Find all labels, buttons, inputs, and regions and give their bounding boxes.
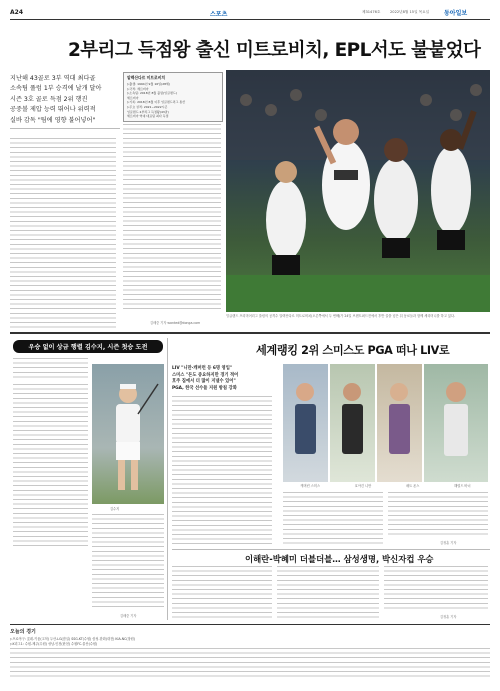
- liv-caption: 호아킨 니만: [354, 484, 372, 488]
- schedule-line: ▷K리그1: 수원-제주(수원) 성남-인천(탄천) 수원FC-울산(수원): [10, 641, 98, 646]
- infobox-line: ▷기록: 2018년 8월 이후 잉글랜드리그 통산: [127, 100, 186, 105]
- top-photo-caption: 잉글랜드 프리미어리그 풀럼의 공격수 알렉산다르 미트로비치(오른쪽에서 두 번째)가 24일 브렌트퍼드전에서 후반 골을 넣은 뒤 동료들과 함께 세리머니를 하고 있다.: [226, 314, 456, 318]
- schedule-line: ▷프로야구: 롯데-키움(고척) 두산-LG(잠실) SSG-KT(수원) 삼성-한화(대전) KIA-NC(창원): [10, 637, 135, 641]
- golfer-photo: [92, 364, 164, 504]
- infobox-line: ▷소속팀: 2018년 8월 풀럼(잉글랜드): [127, 91, 177, 96]
- deck-line: 공중볼 제압 능력 뛰어나 위력적: [10, 106, 96, 114]
- top-byline: 김배중 기자 wanted@donga.com: [150, 321, 201, 325]
- soccer-celebration-photo: [226, 70, 490, 312]
- liv-caption: 매트 존스: [405, 484, 420, 488]
- issue-number: 제31476호: [362, 10, 381, 14]
- left-byline: 김배중 기자: [120, 614, 137, 618]
- bottom-body-col2: [277, 566, 379, 620]
- top-deck: [10, 74, 120, 126]
- left-deck: [13, 358, 88, 380]
- left-body: [13, 384, 88, 546]
- photo-icon: [424, 364, 488, 482]
- photo-icon: [283, 364, 328, 482]
- liv-subhead: 스미스 "돈도 중요하지만 경기 적어: [172, 372, 239, 378]
- deck-line: 지난해 43골로 3부 역대 최다골: [10, 75, 96, 82]
- page-number: A24: [10, 9, 23, 16]
- photo-icon: [377, 364, 422, 482]
- schedule-list: [10, 637, 490, 647]
- top-headline: 2부리그 득점왕 출신 미트로비치, EPL서도 불붙었다: [68, 40, 481, 61]
- photo-icon: [330, 364, 375, 482]
- bottom-byline: 김정훈 기자: [440, 615, 457, 619]
- photo-icon: [226, 70, 490, 312]
- schedule-body: [10, 648, 490, 678]
- player-infobox: [123, 72, 223, 122]
- deck-line: 시즌 3호 골로 득점 2위 행진: [10, 95, 88, 103]
- section-label: 스포츠: [210, 11, 228, 18]
- photo-icon: [92, 364, 164, 504]
- liv-body-col1: [172, 396, 272, 544]
- liv-photo-3: [377, 364, 422, 482]
- liv-caption: 캐머런 스미스: [300, 484, 320, 488]
- infobox-line: ▷주요 성적: 2021~2022시즌: [127, 104, 168, 109]
- liv-photo-1: [283, 364, 328, 482]
- liv-subhead: PGA, 한국 선수들 지원 방침 강화: [172, 385, 237, 391]
- top-body-col1: [10, 138, 116, 330]
- liv-photo-2: [330, 364, 375, 482]
- left-headline: 우승 없이 상금 행렬 김수지, 시즌 첫승 도전: [13, 340, 163, 353]
- liv-caption: 해럴드 바너: [454, 484, 471, 488]
- infobox-line: ▷국적: 세르비아: [127, 86, 149, 91]
- left-body-2: [92, 514, 164, 610]
- liv-photo-4: [424, 364, 488, 482]
- paper-name: 동아일보: [444, 10, 468, 17]
- bottom-body-col1: [172, 566, 272, 620]
- liv-body-col2: [283, 492, 383, 544]
- deck-line: 소속팀 풀럼 1부 승격에 날개 달아: [10, 85, 102, 93]
- page-header: [10, 8, 490, 18]
- bottom-headline: 이해란-박혜미 더블더블… 삼성생명, 박신자컵 우승: [245, 554, 434, 564]
- schedule-title: 오늘의 경기: [10, 629, 36, 635]
- infobox-line: 잉글랜드 2부리그 득점왕(43골): [127, 109, 169, 114]
- liv-subhead: LIV "니만·캐머런 등 6명 영입": [172, 366, 233, 371]
- liv-headline: 세계랭킹 2위 스미스도 PGA 떠나 LIV로: [256, 344, 450, 357]
- liv-photo-captions: [283, 484, 488, 488]
- bottom-body-col3: [384, 566, 488, 612]
- liv-byline: 김정훈 기자: [440, 541, 457, 545]
- top-body-col2: [123, 124, 221, 312]
- liv-subhead: 호주 집에서 더 많이 지낼수 있어": [172, 379, 236, 385]
- infobox-title: 알렉산다르 미트로비치: [127, 75, 165, 80]
- liv-body-col3: [388, 492, 488, 536]
- deck-line: 실바 감독 "팀에 영향 불어넣어": [10, 116, 96, 124]
- infobox-line: 세르비아: [127, 95, 139, 100]
- liv-subheads: [172, 366, 272, 392]
- golfer-caption: 김수지: [110, 507, 120, 511]
- date-line: 2022년8월 15일 목요일: [390, 10, 430, 14]
- infobox-line: ▷출생: 1994년 9월 16일(28세): [127, 82, 171, 86]
- infobox-line: 세르비아 역대 대표팀 최다 득점: [127, 114, 169, 119]
